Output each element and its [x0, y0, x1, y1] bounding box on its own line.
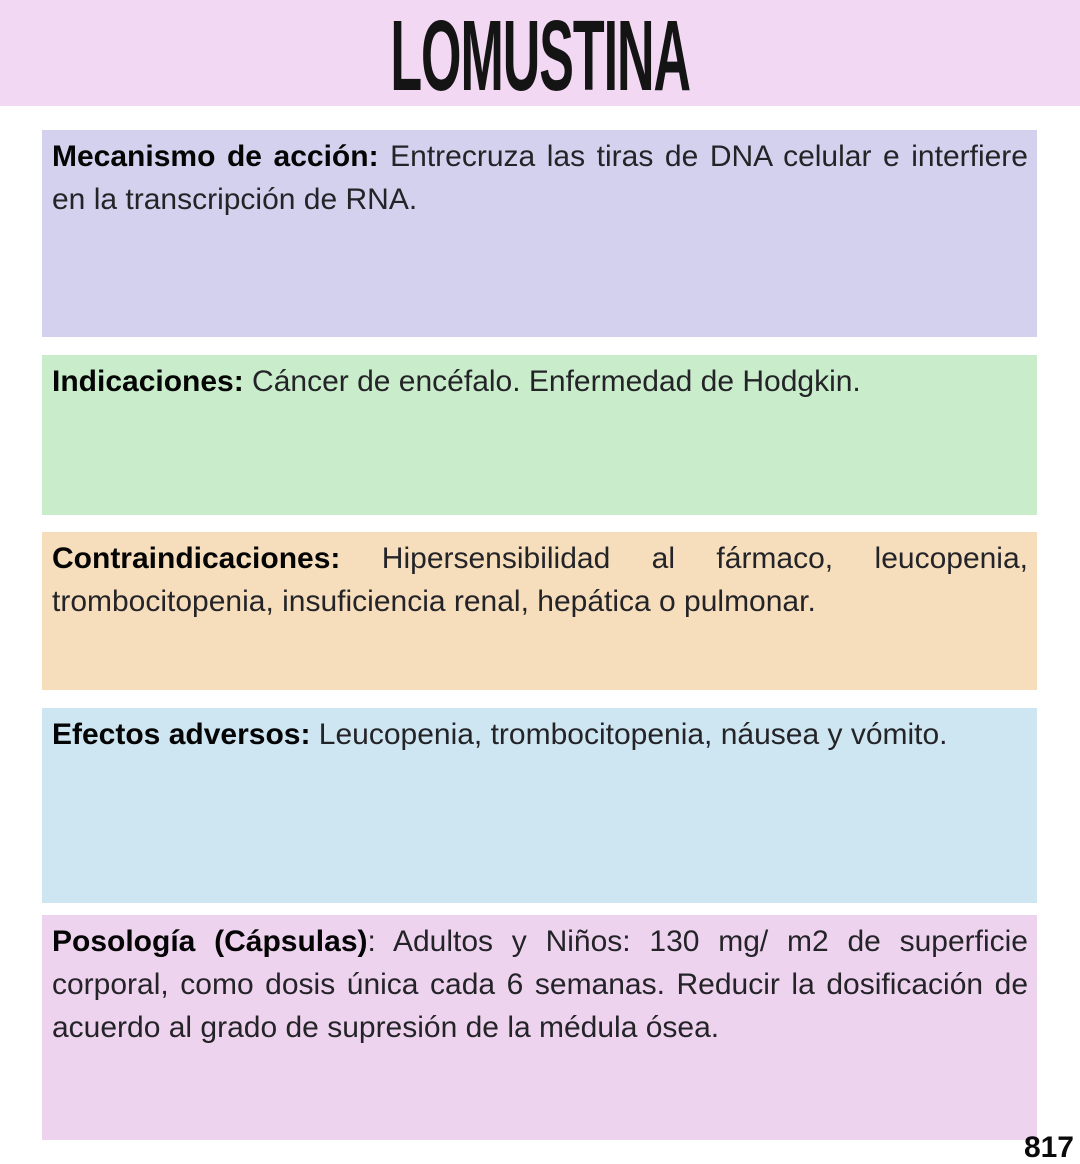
- section-text: [52, 920, 1028, 1049]
- section-body: Entrecruza las tiras de DNA celular e interfiere en la transcripción de RNA.: [52, 140, 1028, 216]
- page-title: LOMUSTINA: [390, 0, 690, 112]
- section-body: Leucopenia, trombocitopenia, náusea y vómito.: [310, 718, 948, 751]
- section-text: [52, 360, 1028, 403]
- section-efectos-adversos: [42, 708, 1037, 903]
- section-heading: Indicaciones:: [52, 365, 244, 398]
- section-posologia: [42, 915, 1037, 1140]
- section-heading: Efectos adversos:: [52, 718, 311, 751]
- page-number: 817: [1023, 1131, 1074, 1164]
- section-heading: Contraindicaciones:: [52, 542, 341, 575]
- section-contraindicaciones: [42, 532, 1037, 690]
- section-text: [52, 135, 1028, 221]
- section-heading: Mecanismo de acción:: [52, 140, 379, 173]
- section-text: [52, 537, 1028, 623]
- section-body: : Adultos y Niños: 130 mg/ m2 de superficie corporal, como dosis única cada 6 semanas. Reducir la dosificación de acuerdo al grado de supresión de la médula ósea.: [52, 925, 1028, 1044]
- section-body: Hipersensibilidad al fármaco, leucopenia, trombocitopenia, insuficiencia renal, hepática o pulmonar.: [52, 542, 1028, 618]
- section-body: Cáncer de encéfalo. Enfermedad de Hodgkin.: [243, 365, 861, 398]
- section-text: [52, 713, 1028, 756]
- section-heading: Posología (Cápsulas): [52, 925, 368, 958]
- section-indicaciones: [42, 355, 1037, 515]
- page-header: [0, 0, 1080, 112]
- section-mecanismo-de-accion: [42, 130, 1037, 337]
